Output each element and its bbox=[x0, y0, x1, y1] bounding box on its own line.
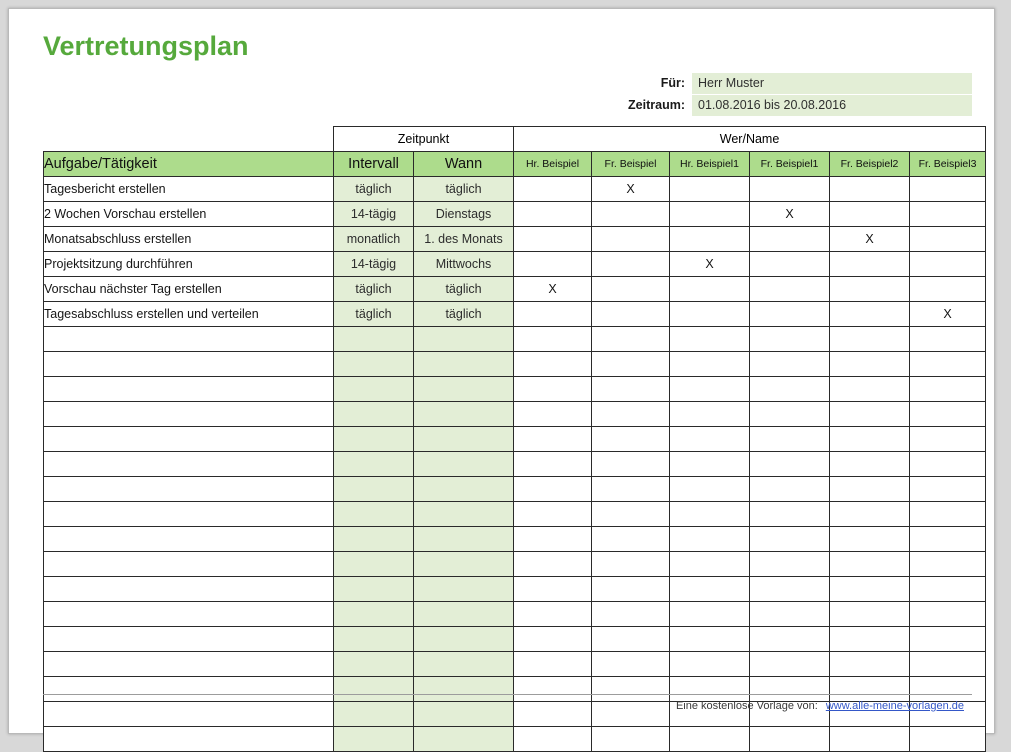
meta-value-zeitraum[interactable]: 01.08.2016 bis 20.08.2016 bbox=[692, 95, 972, 116]
cell-assignment-2[interactable] bbox=[670, 477, 750, 502]
cell-assignment-4[interactable] bbox=[830, 527, 910, 552]
cell-assignment-1[interactable] bbox=[592, 327, 670, 352]
cell-assignment-3[interactable] bbox=[750, 652, 830, 677]
cell-assignment-2[interactable] bbox=[670, 577, 750, 602]
cell-assignment-5[interactable] bbox=[910, 727, 986, 752]
table-row bbox=[44, 177, 986, 202]
plan-table bbox=[43, 126, 986, 752]
cell-assignment-3[interactable] bbox=[750, 352, 830, 377]
cell-assignment-4[interactable] bbox=[830, 277, 910, 302]
cell-assignment-5[interactable] bbox=[910, 327, 986, 352]
column-header-row bbox=[44, 152, 986, 177]
cell-assignment-2[interactable] bbox=[670, 177, 750, 202]
meta-value-fuer[interactable]: Herr Muster bbox=[692, 73, 972, 94]
table-row bbox=[44, 277, 986, 302]
cell-wann[interactable]: täglich bbox=[414, 177, 514, 202]
cell-assignment-5[interactable] bbox=[910, 352, 986, 377]
column-header-intervall: Intervall bbox=[334, 152, 414, 177]
cell-intervall[interactable]: 14-tägig bbox=[334, 252, 414, 277]
table-row bbox=[44, 527, 986, 552]
cell-assignment-1[interactable] bbox=[592, 452, 670, 477]
cell-assignment-3[interactable] bbox=[750, 602, 830, 627]
cell-assignment-1[interactable] bbox=[592, 252, 670, 277]
cell-assignment-5[interactable] bbox=[910, 502, 986, 527]
cell-wann[interactable] bbox=[414, 627, 514, 652]
table-row bbox=[44, 202, 986, 227]
cell-assignment-5[interactable] bbox=[910, 552, 986, 577]
cell-assignment-1[interactable] bbox=[592, 602, 670, 627]
cell-task[interactable]: Tagesbericht erstellen bbox=[44, 177, 334, 202]
cell-assignment-5[interactable] bbox=[910, 477, 986, 502]
cell-assignment-0[interactable] bbox=[514, 227, 592, 252]
cell-task[interactable] bbox=[44, 377, 334, 402]
cell-assignment-5[interactable] bbox=[910, 627, 986, 652]
cell-intervall[interactable] bbox=[334, 577, 414, 602]
cell-task[interactable]: Vorschau nächster Tag erstellen bbox=[44, 277, 334, 302]
cell-assignment-3[interactable] bbox=[750, 252, 830, 277]
cell-assignment-4[interactable] bbox=[830, 452, 910, 477]
cell-wann[interactable] bbox=[414, 402, 514, 427]
cell-assignment-2[interactable] bbox=[670, 602, 750, 627]
cell-assignment-0[interactable] bbox=[514, 627, 592, 652]
cell-wann[interactable] bbox=[414, 427, 514, 452]
meta-row-fuer bbox=[552, 73, 972, 94]
cell-task[interactable] bbox=[44, 552, 334, 577]
cell-assignment-2[interactable] bbox=[670, 452, 750, 477]
cell-assignment-3[interactable] bbox=[750, 627, 830, 652]
cell-assignment-4[interactable] bbox=[830, 327, 910, 352]
table-row bbox=[44, 627, 986, 652]
document-body bbox=[31, 21, 976, 721]
cell-assignment-0[interactable] bbox=[514, 327, 592, 352]
group-header-spacer bbox=[44, 127, 334, 152]
column-header-name-1: Fr. Beispiel bbox=[592, 152, 670, 177]
cell-assignment-0[interactable] bbox=[514, 302, 592, 327]
cell-assignment-5[interactable] bbox=[910, 177, 986, 202]
cell-assignment-4[interactable] bbox=[830, 477, 910, 502]
table-row bbox=[44, 252, 986, 277]
cell-task[interactable] bbox=[44, 577, 334, 602]
cell-assignment-1[interactable] bbox=[592, 352, 670, 377]
table-row bbox=[44, 227, 986, 252]
cell-intervall[interactable]: monatlich bbox=[334, 227, 414, 252]
table-row bbox=[44, 552, 986, 577]
cell-wann[interactable] bbox=[414, 727, 514, 752]
table-row bbox=[44, 402, 986, 427]
cell-assignment-0[interactable] bbox=[514, 577, 592, 602]
column-header-name-0: Hr. Beispiel bbox=[514, 152, 592, 177]
cell-task[interactable] bbox=[44, 502, 334, 527]
table-row bbox=[44, 477, 986, 502]
cell-assignment-5[interactable] bbox=[910, 427, 986, 452]
cell-assignment-4[interactable] bbox=[830, 427, 910, 452]
cell-task[interactable] bbox=[44, 727, 334, 752]
table-row bbox=[44, 377, 986, 402]
meta-label-fuer: Für: bbox=[660, 76, 685, 90]
table-row bbox=[44, 602, 986, 627]
cell-intervall[interactable]: täglich bbox=[334, 277, 414, 302]
cell-assignment-0[interactable]: X bbox=[514, 277, 592, 302]
cell-assignment-0[interactable] bbox=[514, 177, 592, 202]
cell-intervall[interactable] bbox=[334, 477, 414, 502]
cell-assignment-1[interactable] bbox=[592, 727, 670, 752]
cell-assignment-3[interactable] bbox=[750, 727, 830, 752]
cell-task[interactable] bbox=[44, 602, 334, 627]
cell-assignment-5[interactable] bbox=[910, 577, 986, 602]
cell-assignment-1[interactable] bbox=[592, 402, 670, 427]
page-title: Vertretungsplan bbox=[43, 31, 249, 61]
cell-assignment-2[interactable] bbox=[670, 377, 750, 402]
cell-wann[interactable] bbox=[414, 577, 514, 602]
cell-wann[interactable] bbox=[414, 377, 514, 402]
group-header-row bbox=[44, 127, 986, 152]
cell-assignment-1[interactable] bbox=[592, 377, 670, 402]
footer-text: Eine kostenlose Vorlage von: bbox=[675, 700, 818, 712]
cell-wann[interactable]: Dienstags bbox=[414, 202, 514, 227]
cell-intervall[interactable]: 14-tägig bbox=[334, 202, 414, 227]
cell-assignment-4[interactable] bbox=[830, 652, 910, 677]
meta-block bbox=[552, 73, 972, 117]
cell-assignment-0[interactable] bbox=[514, 502, 592, 527]
cell-assignment-2[interactable] bbox=[670, 352, 750, 377]
meta-row-zeitraum bbox=[552, 95, 972, 116]
cell-task[interactable]: 2 Wochen Vorschau erstellen bbox=[44, 202, 334, 227]
cell-assignment-3[interactable] bbox=[750, 477, 830, 502]
cell-assignment-1[interactable] bbox=[592, 227, 670, 252]
cell-intervall[interactable] bbox=[334, 427, 414, 452]
cell-wann[interactable] bbox=[414, 652, 514, 677]
cell-wann[interactable]: täglich bbox=[414, 302, 514, 327]
page-footer bbox=[43, 694, 972, 717]
cell-intervall[interactable] bbox=[334, 652, 414, 677]
cell-assignment-3[interactable] bbox=[750, 277, 830, 302]
cell-assignment-1[interactable] bbox=[592, 577, 670, 602]
cell-assignment-5[interactable] bbox=[910, 452, 986, 477]
cell-task[interactable] bbox=[44, 327, 334, 352]
cell-intervall[interactable] bbox=[334, 352, 414, 377]
cell-assignment-1[interactable] bbox=[592, 627, 670, 652]
cell-assignment-3[interactable] bbox=[750, 452, 830, 477]
cell-assignment-2[interactable] bbox=[670, 627, 750, 652]
cell-wann[interactable] bbox=[414, 477, 514, 502]
cell-assignment-3[interactable] bbox=[750, 527, 830, 552]
cell-intervall[interactable] bbox=[334, 627, 414, 652]
cell-assignment-4[interactable] bbox=[830, 727, 910, 752]
cell-assignment-1[interactable] bbox=[592, 652, 670, 677]
cell-assignment-2[interactable] bbox=[670, 652, 750, 677]
cell-assignment-2[interactable] bbox=[670, 402, 750, 427]
cell-assignment-5[interactable] bbox=[910, 202, 986, 227]
cell-assignment-0[interactable] bbox=[514, 202, 592, 227]
cell-assignment-3[interactable] bbox=[750, 402, 830, 427]
cell-assignment-5[interactable] bbox=[910, 252, 986, 277]
table-row bbox=[44, 452, 986, 477]
cell-task[interactable] bbox=[44, 352, 334, 377]
cell-wann[interactable] bbox=[414, 452, 514, 477]
cell-intervall[interactable] bbox=[334, 727, 414, 752]
cell-assignment-3[interactable] bbox=[750, 302, 830, 327]
cell-assignment-3[interactable] bbox=[750, 577, 830, 602]
cell-assignment-1[interactable] bbox=[592, 527, 670, 552]
cell-assignment-0[interactable] bbox=[514, 427, 592, 452]
cell-assignment-4[interactable] bbox=[830, 627, 910, 652]
cell-wann[interactable]: Mittwochs bbox=[414, 252, 514, 277]
document-page bbox=[8, 8, 995, 734]
cell-assignment-2[interactable] bbox=[670, 327, 750, 352]
cell-assignment-4[interactable]: X bbox=[830, 227, 910, 252]
cell-assignment-2[interactable] bbox=[670, 227, 750, 252]
cell-task[interactable]: Monatsabschluss erstellen bbox=[44, 227, 334, 252]
column-header-name-3: Fr. Beispiel1 bbox=[750, 152, 830, 177]
cell-assignment-0[interactable] bbox=[514, 602, 592, 627]
cell-task[interactable] bbox=[44, 427, 334, 452]
cell-assignment-1[interactable]: X bbox=[592, 177, 670, 202]
cell-assignment-2[interactable] bbox=[670, 427, 750, 452]
group-header-wer-name: Wer/Name bbox=[514, 127, 986, 152]
cell-intervall[interactable] bbox=[334, 402, 414, 427]
cell-task[interactable] bbox=[44, 402, 334, 427]
cell-assignment-3[interactable]: X bbox=[750, 202, 830, 227]
cell-assignment-1[interactable] bbox=[592, 427, 670, 452]
cell-assignment-1[interactable] bbox=[592, 477, 670, 502]
table-row bbox=[44, 327, 986, 352]
cell-assignment-0[interactable] bbox=[514, 652, 592, 677]
cell-task[interactable]: Tagesabschluss erstellen und verteilen bbox=[44, 302, 334, 327]
cell-assignment-0[interactable] bbox=[514, 452, 592, 477]
cell-assignment-4[interactable] bbox=[830, 352, 910, 377]
table-row bbox=[44, 577, 986, 602]
cell-assignment-3[interactable] bbox=[750, 327, 830, 352]
cell-assignment-4[interactable] bbox=[830, 302, 910, 327]
cell-assignment-5[interactable] bbox=[910, 277, 986, 302]
cell-assignment-4[interactable] bbox=[830, 377, 910, 402]
cell-assignment-5[interactable] bbox=[910, 227, 986, 252]
cell-assignment-0[interactable] bbox=[514, 402, 592, 427]
cell-wann[interactable] bbox=[414, 327, 514, 352]
cell-assignment-1[interactable] bbox=[592, 302, 670, 327]
cell-assignment-1[interactable] bbox=[592, 502, 670, 527]
cell-assignment-0[interactable] bbox=[514, 252, 592, 277]
cell-assignment-3[interactable] bbox=[750, 177, 830, 202]
cell-assignment-2[interactable] bbox=[670, 202, 750, 227]
cell-wann[interactable] bbox=[414, 602, 514, 627]
cell-assignment-4[interactable] bbox=[830, 602, 910, 627]
cell-assignment-4[interactable] bbox=[830, 502, 910, 527]
cell-assignment-3[interactable] bbox=[750, 552, 830, 577]
plan-table-head bbox=[44, 127, 986, 177]
group-header-zeitpunkt: Zeitpunkt bbox=[334, 127, 514, 152]
cell-wann[interactable] bbox=[414, 552, 514, 577]
table-row bbox=[44, 427, 986, 452]
cell-assignment-2[interactable] bbox=[670, 527, 750, 552]
cell-intervall[interactable] bbox=[334, 327, 414, 352]
cell-assignment-5[interactable] bbox=[910, 602, 986, 627]
cell-assignment-4[interactable] bbox=[830, 577, 910, 602]
cell-wann[interactable]: 1. des Monats bbox=[414, 227, 514, 252]
plan-table-body bbox=[44, 177, 986, 752]
cell-assignment-2[interactable] bbox=[670, 727, 750, 752]
cell-assignment-0[interactable] bbox=[514, 527, 592, 552]
cell-task[interactable] bbox=[44, 627, 334, 652]
cell-task[interactable] bbox=[44, 652, 334, 677]
cell-assignment-3[interactable] bbox=[750, 227, 830, 252]
cell-assignment-3[interactable] bbox=[750, 502, 830, 527]
cell-assignment-3[interactable] bbox=[750, 377, 830, 402]
cell-assignment-2[interactable] bbox=[670, 502, 750, 527]
cell-intervall[interactable]: täglich bbox=[334, 177, 414, 202]
cell-task[interactable] bbox=[44, 452, 334, 477]
table-row bbox=[44, 502, 986, 527]
meta-label-zeitraum: Zeitraum: bbox=[628, 98, 685, 112]
cell-intervall[interactable]: täglich bbox=[334, 302, 414, 327]
cell-assignment-5[interactable]: X bbox=[910, 302, 986, 327]
cell-wann[interactable] bbox=[414, 527, 514, 552]
cell-assignment-0[interactable] bbox=[514, 727, 592, 752]
table-row bbox=[44, 652, 986, 677]
cell-assignment-0[interactable] bbox=[514, 377, 592, 402]
cell-assignment-4[interactable] bbox=[830, 177, 910, 202]
cell-assignment-5[interactable] bbox=[910, 652, 986, 677]
cell-assignment-5[interactable] bbox=[910, 377, 986, 402]
cell-wann[interactable] bbox=[414, 352, 514, 377]
cell-task[interactable] bbox=[44, 527, 334, 552]
column-header-name-2: Hr. Beispiel1 bbox=[670, 152, 750, 177]
table-row bbox=[44, 302, 986, 327]
table-row bbox=[44, 727, 986, 752]
cell-intervall[interactable] bbox=[334, 552, 414, 577]
cell-wann[interactable]: täglich bbox=[414, 277, 514, 302]
column-header-wann: Wann bbox=[414, 152, 514, 177]
cell-assignment-3[interactable] bbox=[750, 427, 830, 452]
cell-intervall[interactable] bbox=[334, 527, 414, 552]
footer-link[interactable]: www.alle-meine-vorlagen.de bbox=[825, 700, 964, 712]
cell-assignment-1[interactable] bbox=[592, 277, 670, 302]
cell-assignment-1[interactable] bbox=[592, 202, 670, 227]
cell-assignment-4[interactable] bbox=[830, 252, 910, 277]
column-header-name-5: Fr. Beispiel3 bbox=[910, 152, 986, 177]
cell-task[interactable]: Projektsitzung durchführen bbox=[44, 252, 334, 277]
cell-assignment-0[interactable] bbox=[514, 477, 592, 502]
cell-assignment-2[interactable]: X bbox=[670, 252, 750, 277]
cell-assignment-2[interactable] bbox=[670, 552, 750, 577]
cell-assignment-5[interactable] bbox=[910, 402, 986, 427]
cell-assignment-0[interactable] bbox=[514, 352, 592, 377]
column-header-name-4: Fr. Beispiel2 bbox=[830, 152, 910, 177]
cell-assignment-1[interactable] bbox=[592, 552, 670, 577]
cell-intervall[interactable] bbox=[334, 502, 414, 527]
cell-assignment-2[interactable] bbox=[670, 277, 750, 302]
cell-intervall[interactable] bbox=[334, 602, 414, 627]
cell-intervall[interactable] bbox=[334, 452, 414, 477]
cell-assignment-4[interactable] bbox=[830, 202, 910, 227]
cell-assignment-4[interactable] bbox=[830, 402, 910, 427]
cell-wann[interactable] bbox=[414, 502, 514, 527]
cell-assignment-2[interactable] bbox=[670, 302, 750, 327]
cell-task[interactable] bbox=[44, 477, 334, 502]
cell-assignment-0[interactable] bbox=[514, 552, 592, 577]
column-header-task: Aufgabe/Tätigkeit bbox=[44, 152, 334, 177]
cell-assignment-5[interactable] bbox=[910, 527, 986, 552]
cell-intervall[interactable] bbox=[334, 377, 414, 402]
plan-table-wrapper bbox=[43, 126, 975, 752]
cell-assignment-4[interactable] bbox=[830, 552, 910, 577]
table-row bbox=[44, 352, 986, 377]
